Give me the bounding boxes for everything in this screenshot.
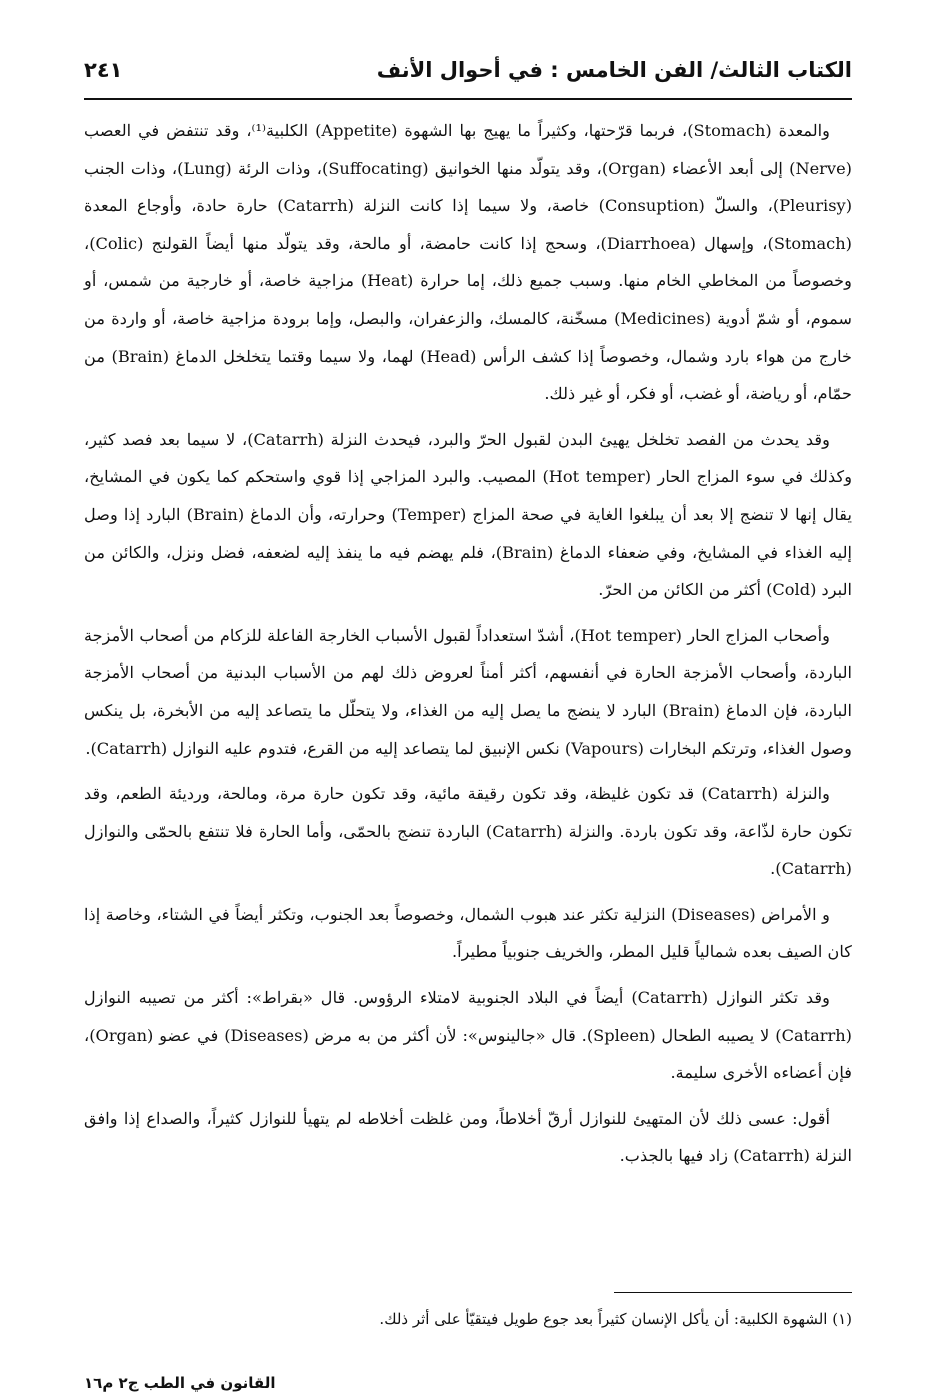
running-header-title: الكتاب الثالث/ الفن الخامس : في أحوال الأنف	[376, 58, 852, 82]
paragraph-6: وقد تكثر النوازل (Catarrh) أيضاً في البلاد الجنوبية لامتلاء الرؤوس. قال «بقراط»: أكثر من تصيبه النوازل (Catarrh) لا يصيبه الطحال (Spleen). قال «جالينوس»: لأن أكثر من به مرض (Diseases) في عضو (Organ)، فإن أعضاءه الأخرى سليمة.	[84, 988, 852, 1083]
footnote	[120, 1310, 852, 1328]
page-footer: القانون في الطب ج٢ م١٦	[84, 1374, 276, 1392]
main-text	[84, 112, 852, 1175]
footnote-marker: (١)	[832, 1310, 852, 1328]
page-header	[84, 52, 852, 100]
paragraph-2: وقد يحدث من الفصد تخلخل يهيئ البدن لقبول الحرّ والبرد، فيحدث النزلة (Catarrh)، لا سيما بعد فصد كثير، وكذلك في سوء المزاج الحار (Hot temper) المصيب. والبرد المزاجي إذا قوي واستحكم كما يكون في المشايخ، يقال إنها لا تنضج إلا بعد أن يبلغوا الغاية في صحة المزاج (Temper) وحرارته، وأن الدماغ (Brain) البارد إذا وصل إليه الغذاء في المشايخ، وفي ضعفاء الدماغ (Brain)، فلم يهضم فيه ما ينفذ إليه لضعفه، فضل ونزل، والكائن من البرد (Cold) أكثر من الكائن من الحرّ.	[84, 429, 853, 600]
paragraph-1: والمعدة (Stomach)، فربما قرّحتها، وكثيراً ما يهيج بها الشهوة (Appetite) الكلبية⁽¹⁾، وقد تنتفض في العصب (Nerve) إلى أبعد الأعضاء (Organ)، وقد يتولّد منها الخوانيق (Suffocating)، وذات الرئة (Lung)، وذات الجنب (Pleurisy)، والسلّ (Consuption) خاصة، ولا سيما إذا كانت النزلة (Catarrh) حارة حادة، وأوجاع المعدة (Stomach)، وإسهال (Diarrhoea)، وسحج إذا كانت حامضة، أو مالحة، وقد يتولّد منها أيضاً القولنج (Colic)، وخصوصاً من المخاطي الخام منها. وسبب جميع ذلك، إما حرارة (Heat) مزاجية خاصة، أو خارجية من شمس، أو سموم، أو شمّ أدوية (Medicines) مسخّنة، كالمسك، والزعفران، والبصل، وإما برودة مزاجية خاصة، أو واردة من خارج من هواء بارد وشمال، وخصوصاً إذا كشف الرأس (Head) لهما، ولا سيما وقتما يتخلخل الدماغ (Brain) من حمّام، أو رياضة، أو غضب، أو فكر، أو غير ذلك.	[84, 121, 853, 404]
paragraph-5: و الأمراض (Diseases) النزلية تكثر عند هبوب الشمال، وخصوصاً بعد الجنوب، وتكثر أيضاً في الشتاء، وخاصة إذا كان الصيف بعده شمالياً قليل المطر، والخريف جنوبياً مطيراً.	[84, 904, 852, 962]
paragraph-4: والنزلة (Catarrh) قد تكون غليظة، وقد تكون رقيقة مائية، وقد تكون حارة مرة، ومالحة، ورديئة الطعم، وقد تكون حارة لذّاعة، وقد تكون باردة. والنزلة (Catarrh) الباردة تنضج بالحمّى، وأما الحارة فلا تنتفع بالحمّى والنوازل (Catarrh).	[84, 784, 853, 879]
paragraph-7: أقول: عسى ذلك لأن المتهيئ للنوازل أرقّ أخلاطاً، ومن غلظت أخلاطه لم يتهيأ للنوازل كثيراً، والصداع إذا وافق النزلة (Catarrh) زاد فيها بالجذب.	[84, 1108, 852, 1166]
footnote-text: الشهوة الكلبية: أن يأكل الإنسان كثيراً بعد جوع طويل فيتقيّأ على أثر ذلك.	[379, 1310, 828, 1328]
page-number: ٢٤١	[84, 58, 123, 82]
paragraph-3: وأصحاب المزاج الحار (Hot temper)، أشدّ استعداداً لقبول الأسباب الخارجة الفاعلة للزكام من أصحاب الأمزجة الباردة، وأصحاب الأمزجة الحارة في أنفسهم، أكثر أمناً لعروض ذلك لهم من الأسباب البدنية من أصحاب الأمزجة الباردة، فإن الدماغ (Brain) البارد لا ينضج ما يصل إليه من الغذاء، ولا يتحلّل ما يتصاعد إليه من الأبخرة، بل ينكس وصول الغذاء، وترتكم البخارات (Vapours) نكس الإنبيق لما يتصاعد إليه من القرع، فتدوم عليه النوازل (Catarrh).	[84, 625, 852, 758]
footnote-divider	[614, 1292, 852, 1293]
